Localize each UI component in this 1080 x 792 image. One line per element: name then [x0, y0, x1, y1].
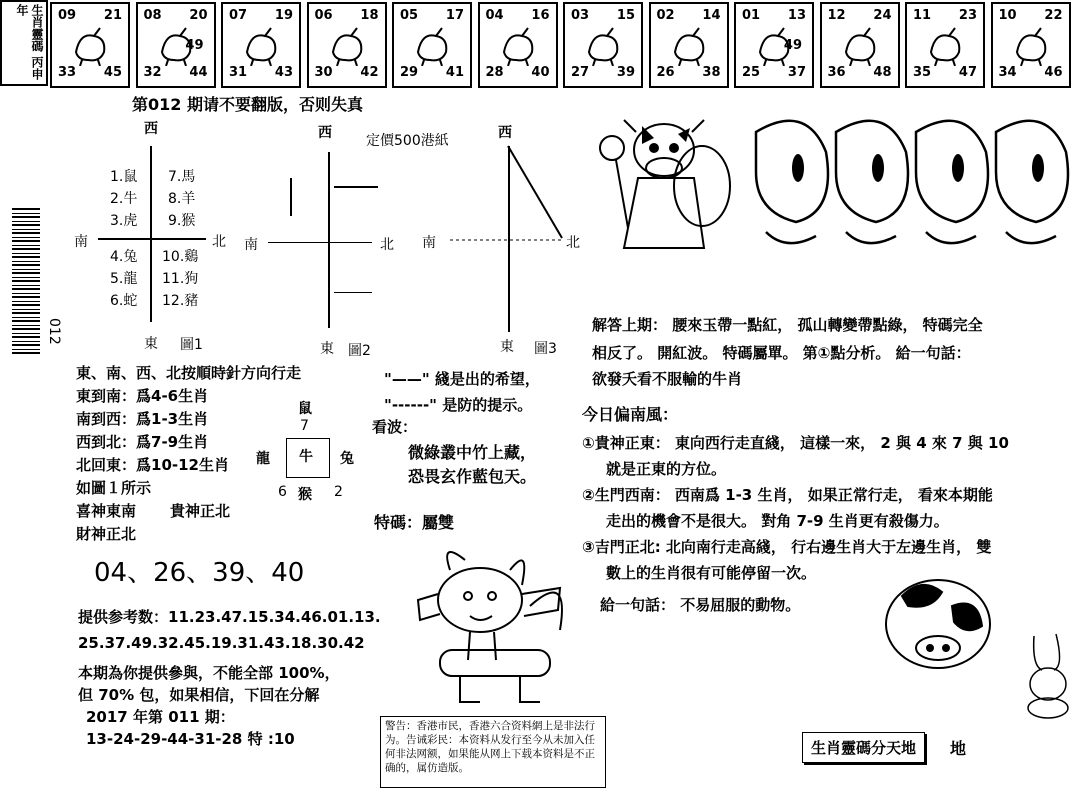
rat-icon	[70, 22, 110, 66]
zodiac-number: 16	[531, 8, 550, 23]
zodiac-number: 43	[274, 65, 293, 80]
zodiac-number: 36	[827, 65, 846, 80]
zodiac-number: 35	[913, 65, 932, 80]
east-label: 東	[144, 336, 158, 352]
legend-hope: "——" 綫是出的希望，	[384, 370, 540, 388]
west-label: 西	[144, 121, 158, 137]
ox-icon	[156, 22, 196, 66]
cross-center: 牛	[299, 449, 313, 465]
zodiac-box	[221, 2, 301, 88]
horse-icon	[583, 22, 623, 66]
zodiac-box	[136, 2, 216, 88]
point-line: ②生門西南： 西南爲 1-3 生肖， 如果正常行走， 看來本期能	[582, 486, 993, 504]
zodiac-number: 22	[1044, 8, 1063, 23]
axis-horizontal	[268, 242, 372, 243]
zodiac-number: 08	[143, 8, 162, 23]
axis-vertical	[328, 152, 330, 328]
ref-line: 11.23.47.15.34.46.01.13.	[168, 608, 381, 626]
zodiac-number: 41	[445, 65, 464, 80]
rule-line: 喜神東南	[76, 502, 137, 520]
zodiac-number: 47	[958, 65, 977, 80]
zodiac-number: 04	[485, 8, 504, 23]
barcode-image	[12, 206, 40, 354]
zodiac-number: 02	[656, 8, 675, 23]
point-line: ③吉門正北: 北向南行走高綫， 行右邊生肖大于左邊生肖， 雙	[582, 538, 992, 556]
zodiac-number: 23	[958, 8, 977, 23]
zodiac-number: 12	[827, 8, 846, 23]
wave-label: 看波：	[372, 418, 418, 436]
point-line: ①貴神正東： 東向西行走直綫， 這樣一來， 2 與 4 來 7 與 10	[582, 434, 1009, 452]
zodiac-number: 32	[143, 65, 162, 80]
zodiac-number: 13	[787, 8, 806, 23]
today-label: 今日偏南風：	[582, 405, 679, 424]
axis-horizontal	[98, 238, 206, 240]
monkey-icon	[754, 22, 794, 66]
axis-vertical	[150, 146, 152, 322]
point-line: 就是正東的方位。	[606, 460, 727, 478]
zodiac-number: 06	[314, 8, 333, 23]
special-label: 特碼：屬雙	[374, 513, 455, 532]
west-label: 西	[498, 125, 512, 141]
rabbit-icon	[327, 22, 367, 66]
zodiac-number: 31	[229, 65, 248, 80]
last-issue-result: 13-24-29-44-31-28 特 :10	[86, 730, 295, 748]
zodiac-box	[991, 2, 1071, 88]
tiger-icon	[241, 22, 281, 66]
zodiac-number: 07	[229, 8, 248, 23]
zodiac-box	[478, 2, 558, 88]
rabbit-cartoon-icon	[1020, 626, 1078, 722]
zodiac-number: 46	[1044, 65, 1063, 80]
hint-line	[290, 178, 292, 216]
zodiac-item: 3.虎	[110, 213, 138, 229]
zodiac-number: 34	[998, 65, 1017, 80]
pig-icon	[1011, 22, 1051, 66]
zodiac-number: 38	[702, 65, 721, 80]
zodiac-number: 21	[103, 8, 122, 23]
zodiac-number: 30	[314, 65, 333, 80]
zodiac-box	[820, 2, 900, 88]
price-label: 定價500港紙	[366, 133, 449, 149]
south-label: 南	[244, 237, 258, 253]
cross-bottom-right: 2	[334, 484, 343, 500]
zodiac-item: 5.龍	[110, 271, 138, 287]
answer-line: 相反了。 開紅波。 特碼屬單。 第①點分析。 給一句話：	[592, 344, 971, 362]
corner-title: 生肖靈碼 丙申年	[15, 4, 44, 81]
zodiac-number: 42	[360, 65, 379, 80]
zodiac-number: 17	[445, 8, 464, 23]
zodiac-item: 11.狗	[162, 271, 199, 287]
warning-text: 警告：香港市民，香港六合资料網上是非法行为。告诫彩民：本资料从发行至今从未加入任何非法网额，如果能从网上下载本资料是不正确的，属仿造版。	[385, 720, 595, 774]
west-label: 西	[318, 125, 332, 141]
zodiac-item: 6.蛇	[110, 293, 138, 309]
zodiac-item: 10.鷄	[162, 249, 199, 265]
zodiac-number: 24	[873, 8, 892, 23]
zodiac-number: 14	[702, 8, 721, 23]
zodiac-item: 1.鼠	[110, 169, 138, 185]
dragon-icon	[412, 22, 452, 66]
zodiac-item: 8.羊	[168, 191, 196, 207]
barcode-digits: 012	[46, 318, 62, 345]
figure-label: 圖2	[348, 343, 371, 359]
zodiac-number: 26	[656, 65, 675, 80]
brand-tail: 地	[950, 739, 967, 758]
zodiac-number: 45	[103, 65, 122, 80]
rooster-icon	[840, 22, 880, 66]
last-issue-label: 2017 年第 011 期：	[86, 708, 235, 726]
zodiac-number: 15	[616, 8, 635, 23]
point-line: 走出的機會不是很大。 對角 7-9 生肖更有殺傷力。	[606, 512, 949, 530]
cow-face-cartoon-icon	[882, 566, 998, 672]
ref-label: 提供参考数：	[78, 608, 169, 626]
dog-cartoon-icon	[410, 530, 580, 710]
promise-line: 本期為你提供參與，不能全部 100%，	[78, 664, 340, 682]
brand-box: 生肖靈碼分天地	[802, 732, 925, 763]
north-label: 北	[212, 234, 226, 250]
rule-line: 北回東：爲10-12生肖	[76, 456, 229, 474]
cross-right: 兔	[340, 451, 354, 467]
zodiac-number: 40	[531, 65, 550, 80]
zodiac-box	[50, 2, 130, 88]
answer-line: 欲發夭看不服輸的牛肖	[592, 370, 743, 388]
dog-icon	[925, 22, 965, 66]
corner-title-box	[0, 0, 48, 86]
snake-icon	[498, 22, 538, 66]
north-label: 北	[566, 235, 580, 251]
zodiac-number: 28	[485, 65, 504, 80]
zodiac-number: 48	[873, 65, 892, 80]
zodiac-item: 4.兔	[110, 249, 138, 265]
cow-farmer-cartoon-icon	[594, 108, 734, 258]
figure-label: 圖3	[534, 341, 557, 357]
zodiac-number: 49	[783, 38, 802, 53]
south-label: 南	[74, 234, 88, 250]
zodiac-box	[905, 2, 985, 88]
zodiac-number: 29	[400, 65, 419, 80]
zodiac-item: 2.牛	[110, 191, 138, 207]
warning-box	[380, 716, 606, 788]
zodiac-box	[563, 2, 643, 88]
zodiac-number: 37	[787, 65, 806, 80]
zodiac-item: 12.豬	[162, 293, 199, 309]
hint-line	[334, 292, 372, 293]
zodiac-number: 18	[360, 8, 379, 23]
reference-numbers	[78, 606, 381, 627]
zodiac-number: 03	[571, 8, 590, 23]
issue-header: 第012 期请不要翻版，否则失真	[132, 95, 363, 114]
east-label: 東	[500, 339, 514, 355]
east-label: 東	[320, 341, 334, 357]
zodiac-item: 7.馬	[168, 169, 196, 185]
rule-line: 南到西：爲1-3生肖	[76, 410, 209, 428]
answer-line: 解答上期： 腰來玉帶一點紅， 孤山轉變帶點綠， 特碼完全	[592, 316, 983, 334]
zodiac-number: 01	[742, 8, 761, 23]
zodiac-box	[392, 2, 472, 88]
zodiac-number: 09	[58, 8, 77, 23]
cross-bottom: 猴	[298, 487, 312, 503]
cross-bottom-left: 6	[278, 484, 287, 500]
rule-line: 東、南、西、北按順時針方向行走	[76, 364, 302, 382]
hope-line	[440, 140, 570, 250]
rule-line: 財神正北	[76, 525, 137, 543]
zodiac-number: 49	[185, 38, 204, 53]
point-line: 數上的生肖很有可能停留一次。	[606, 564, 817, 582]
cross-top: 鼠	[298, 401, 312, 417]
cross-top-num: 7	[300, 418, 309, 434]
zodiac-number: 33	[58, 65, 77, 80]
recommended-numbers: 04、26、39、40	[94, 558, 305, 588]
zodiac-item: 9.猴	[168, 213, 196, 229]
god-note: 貴神正北	[170, 502, 231, 520]
north-label: 北	[380, 237, 394, 253]
zodiac-number: 05	[400, 8, 419, 23]
wave-poem: 恐畏玄作藍包天。	[408, 467, 537, 486]
legend-hint: "------" 是防的提示。	[384, 396, 533, 414]
zodiac-number: 44	[189, 65, 208, 80]
zodiac-number: 25	[742, 65, 761, 80]
closing-line: 給一句話： 不易屈服的動物。	[600, 596, 801, 614]
south-label: 南	[422, 235, 436, 251]
zodiac-box	[307, 2, 387, 88]
rule-line: 西到北：爲7-9生肖	[76, 433, 209, 451]
zodiac-number: 10	[998, 8, 1017, 23]
zodiac-number: 11	[913, 8, 932, 23]
hope-line	[334, 186, 378, 188]
zodiac-box	[649, 2, 729, 88]
wave-poem: 微綠叢中竹上藏，	[408, 443, 537, 462]
four-figures-cartoon-icon	[746, 112, 1072, 262]
goat-icon	[669, 22, 709, 66]
zodiac-number: 39	[616, 65, 635, 80]
zodiac-number: 20	[189, 8, 208, 23]
zodiac-number: 19	[274, 8, 293, 23]
ref-line: 25.37.49.32.45.19.31.43.18.30.42	[78, 634, 365, 652]
rule-line: 如圖１所示	[76, 479, 152, 497]
zodiac-number: 27	[571, 65, 590, 80]
zodiac-box	[734, 2, 814, 88]
figure-label: 圖1	[180, 337, 203, 353]
rule-line: 東到南：爲4-6生肖	[76, 387, 209, 405]
cross-left: 龍	[256, 451, 270, 467]
promise-line: 但 70% 包，如果相信，下回在分解	[78, 686, 320, 704]
analysis-points	[582, 430, 1009, 586]
